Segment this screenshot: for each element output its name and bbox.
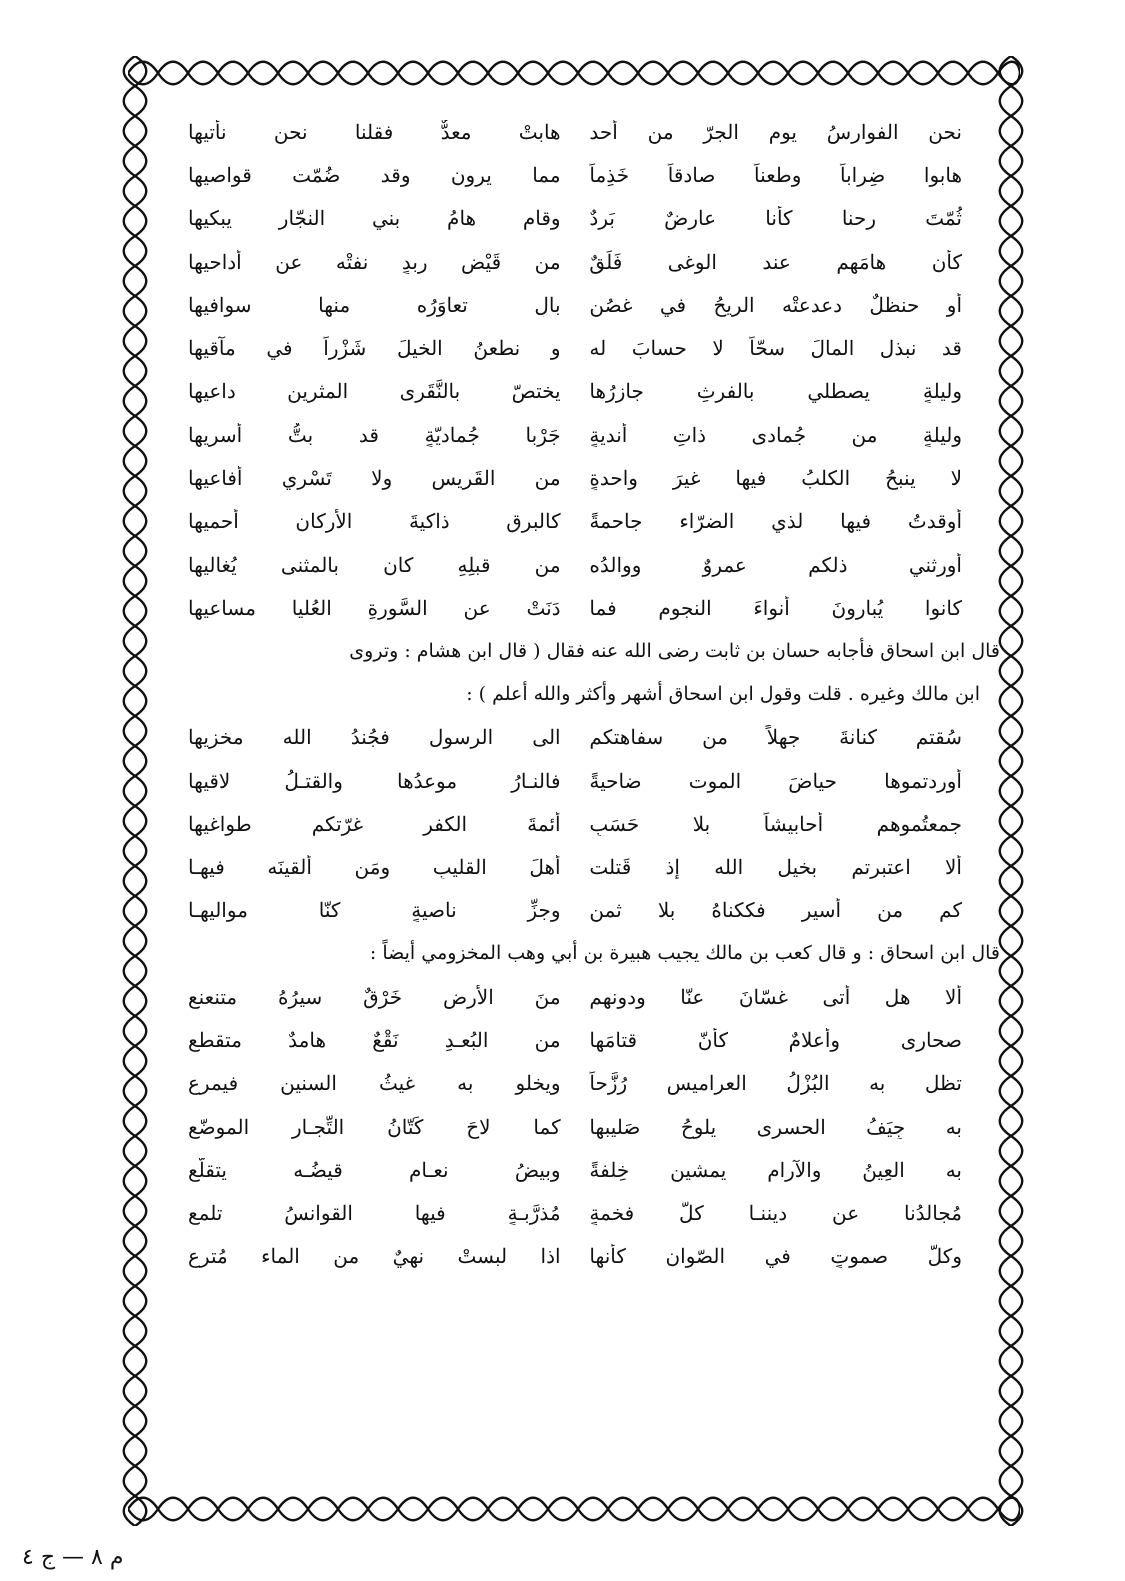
verse-second-hemistich: جَرْبا جُماديّةٍ قد بتُّ أسريها (188, 422, 561, 447)
verse-first-hemistich: صحارى وأعلامٌ كأنّ قتامَها (589, 1027, 962, 1052)
verse-line (170, 370, 980, 413)
verse-line (170, 975, 980, 1018)
verse-line (170, 1018, 980, 1061)
verse-line (170, 1148, 980, 1191)
top-ornamental-border (128, 56, 1020, 90)
verse-line (170, 716, 980, 759)
poem-block-3 (170, 975, 980, 1278)
verse-second-hemistich: هابتْ معدٌّ فقلنا نحن نأتيها (188, 119, 561, 144)
verse-line (170, 197, 980, 240)
verse-second-hemistich: من القَريس ولا تَسْري أفاعيها (188, 466, 561, 491)
prose-line: قال ابن اسحاق : و قال كعب بن مالك يجيب هبيرة بن أبي وهب المخزومي أيضاً : (369, 942, 1000, 965)
prose-line: ابن مالك وغيره . قلت وقول ابن اسحاق أشهر وأكثر والله أعلم ) : (466, 682, 980, 705)
verse-second-hemistich: الى الرسول فجُندُ الله مخزيها (188, 725, 561, 750)
verse-line (170, 543, 980, 586)
verse-first-hemistich: أورثني ذلكم عمروٌ ووالدُه (589, 552, 962, 577)
left-ornamental-border (118, 56, 152, 1526)
verse-second-hemistich: وبيضُ نعـامٍ قيضُـه يتقلّع (188, 1157, 561, 1182)
verse-first-hemistich: أوردتموها حياضَ الموت ضاحيةً (589, 768, 962, 793)
verse-first-hemistich: سُقتم كنانةَ جهلاً من سفاهتكم (589, 725, 962, 750)
verse-first-hemistich: وكلُّ صموتٍ في الصّوان كأنها (589, 1244, 962, 1269)
verse-line (170, 1235, 980, 1278)
verse-first-hemistich: تظل به البُزْلُ العراميس رُزَّحاً (589, 1071, 962, 1096)
verse-first-hemistich: ألا اعتبرتم بخيلِ الله إذ قَتلت (589, 855, 962, 880)
verse-line (170, 413, 980, 456)
verse-line (170, 500, 980, 543)
verse-first-hemistich: وليلةٍ يصطلي بالفرثِ جازرُها (589, 379, 962, 404)
verse-second-hemistich: دَنَتْ عن السَّورةِ العُليا مساعيها (188, 595, 561, 620)
verse-second-hemistich: من البُعـدِ نَقْعٌ هامدٌ متقطع (188, 1027, 561, 1052)
verse-line (170, 1105, 980, 1148)
verse-line (170, 1062, 980, 1105)
verse-first-hemistich: أو حنظلٌ دعدعتْه الريحُ في غصُن (589, 292, 962, 317)
verse-second-hemistich: كالبرقِ ذاكيةَ الأركانِ أحميها (188, 509, 561, 534)
verse-second-hemistich: ويخلو به غيثُ السنين فيمرع (188, 1071, 561, 1096)
verse-first-hemistich: نحن الفوارسُ يوم الجرّ من أُحد (589, 119, 962, 144)
verse-second-hemistich: فالنـارُ موعدُها والقتـلُ لاقيها (188, 768, 561, 793)
verse-second-hemistich: بالٍ تعاوَرُه منها سوافيها (188, 292, 561, 317)
poem-block-1 (170, 110, 980, 630)
verse-line (170, 845, 980, 888)
verse-line (170, 153, 980, 196)
verse-first-hemistich: أوقدتُ فيها لذي الضرّاء جاحمةً (589, 509, 962, 534)
page-text-block (170, 110, 1000, 1278)
verse-line (170, 110, 980, 153)
verse-second-hemistich: أهلَ القليبِ ومَن ألقينَه فيهـا (188, 855, 561, 880)
verse-first-hemistich: به العِينُ والآرام يمشين خِلفةً (589, 1157, 962, 1182)
verse-first-hemistich: جمعتُموهم أحابيشاً بلا حَسَبٍ (589, 811, 962, 836)
verse-line (170, 240, 980, 283)
verse-line (170, 889, 980, 932)
verse-first-hemistich: كأن هامَهم عند الوغى فَلَقٌ (589, 249, 962, 274)
verse-first-hemistich: مُجالدُنا عن ديننـا كلُّ فخمةٍ (589, 1201, 962, 1226)
verse-line (170, 586, 980, 629)
verse-second-hemistich: اذا لبستْ نهيٌ من الماء مُترع (188, 1244, 561, 1269)
bottom-ornamental-border (128, 1492, 1020, 1526)
verse-first-hemistich: كانوا يُبارونَ أنواءَ النجوم فما (589, 595, 962, 620)
verse-first-hemistich: به جِيَفُ الحسرى يلوحُ صَليبها (589, 1114, 962, 1139)
poem-block-2 (170, 716, 980, 932)
verse-first-hemistich: وليلةٍ من جُمادى ذاتِ أنديةٍ (589, 422, 962, 447)
verse-line (170, 1192, 980, 1235)
verse-line (170, 326, 980, 369)
verse-line (170, 759, 980, 802)
verse-second-hemistich: أئمةَ الكفر غرّتكم طواغيها (188, 811, 561, 836)
verse-first-hemistich: هابوا ضِراباً وطعناً صادقاً خَذِماً (589, 162, 962, 187)
prose-line: قال ابن اسحاق فأجابه حسان بن ثابت رضى الله عنه فقال ( قال ابن هشام : وتروى (349, 639, 1000, 662)
verse-line (170, 802, 980, 845)
verse-first-hemistich: قد نبذل المالَ سحّاً لا حسابَ له (589, 336, 962, 361)
verse-second-hemistich: من قَيْضِ ربدٍ نفتْه عن أداحيها (188, 249, 561, 274)
verse-first-hemistich: كم من أسيرٍ فككناهُ بلا ثمنٍ (589, 898, 962, 923)
verse-second-hemistich: وقام هامُ بني النجّار يبكيها (188, 206, 561, 231)
verse-second-hemistich: مما يرون وقد ضُمّت قواصيها (188, 162, 561, 187)
verse-second-hemistich: منَ الأرضِ خَرْقٌ سيرُهُ متنعنع (188, 984, 561, 1009)
verse-first-hemistich: ألا هل أتى غسّانَ عنّا ودونهم (589, 984, 962, 1009)
verse-line (170, 456, 980, 499)
verse-second-hemistich: من قبلِهِ كان بالمثنى يُغاليها (188, 552, 561, 577)
verse-second-hemistich: و نطعنُ الخيلَ شَزْراً في مآقيها (188, 336, 561, 361)
verse-first-hemistich: ثُمّتَ رحنا كأنا عارضٌ بَرِدٌ (589, 206, 962, 231)
verse-line (170, 283, 980, 326)
signature-mark: م ٨ — ج ٤ (22, 1545, 124, 1570)
verse-second-hemistich: مُذرَّبـةٍ فيها القوانسُ تلمع (188, 1201, 561, 1226)
verse-first-hemistich: لا ينبحُ الكلبُ فيها غيرَ واحدةٍ (589, 466, 962, 491)
verse-second-hemistich: وجزِّ ناصيةٍ كنّا مواليهـا (188, 898, 561, 923)
verse-second-hemistich: يختصّ بالنَّقَرى المثرين داعيها (188, 379, 561, 404)
verse-second-hemistich: كما لاحَ كَتّانُ التِّجـارِ الموضّع (188, 1114, 561, 1139)
right-ornamental-border (994, 56, 1028, 1526)
